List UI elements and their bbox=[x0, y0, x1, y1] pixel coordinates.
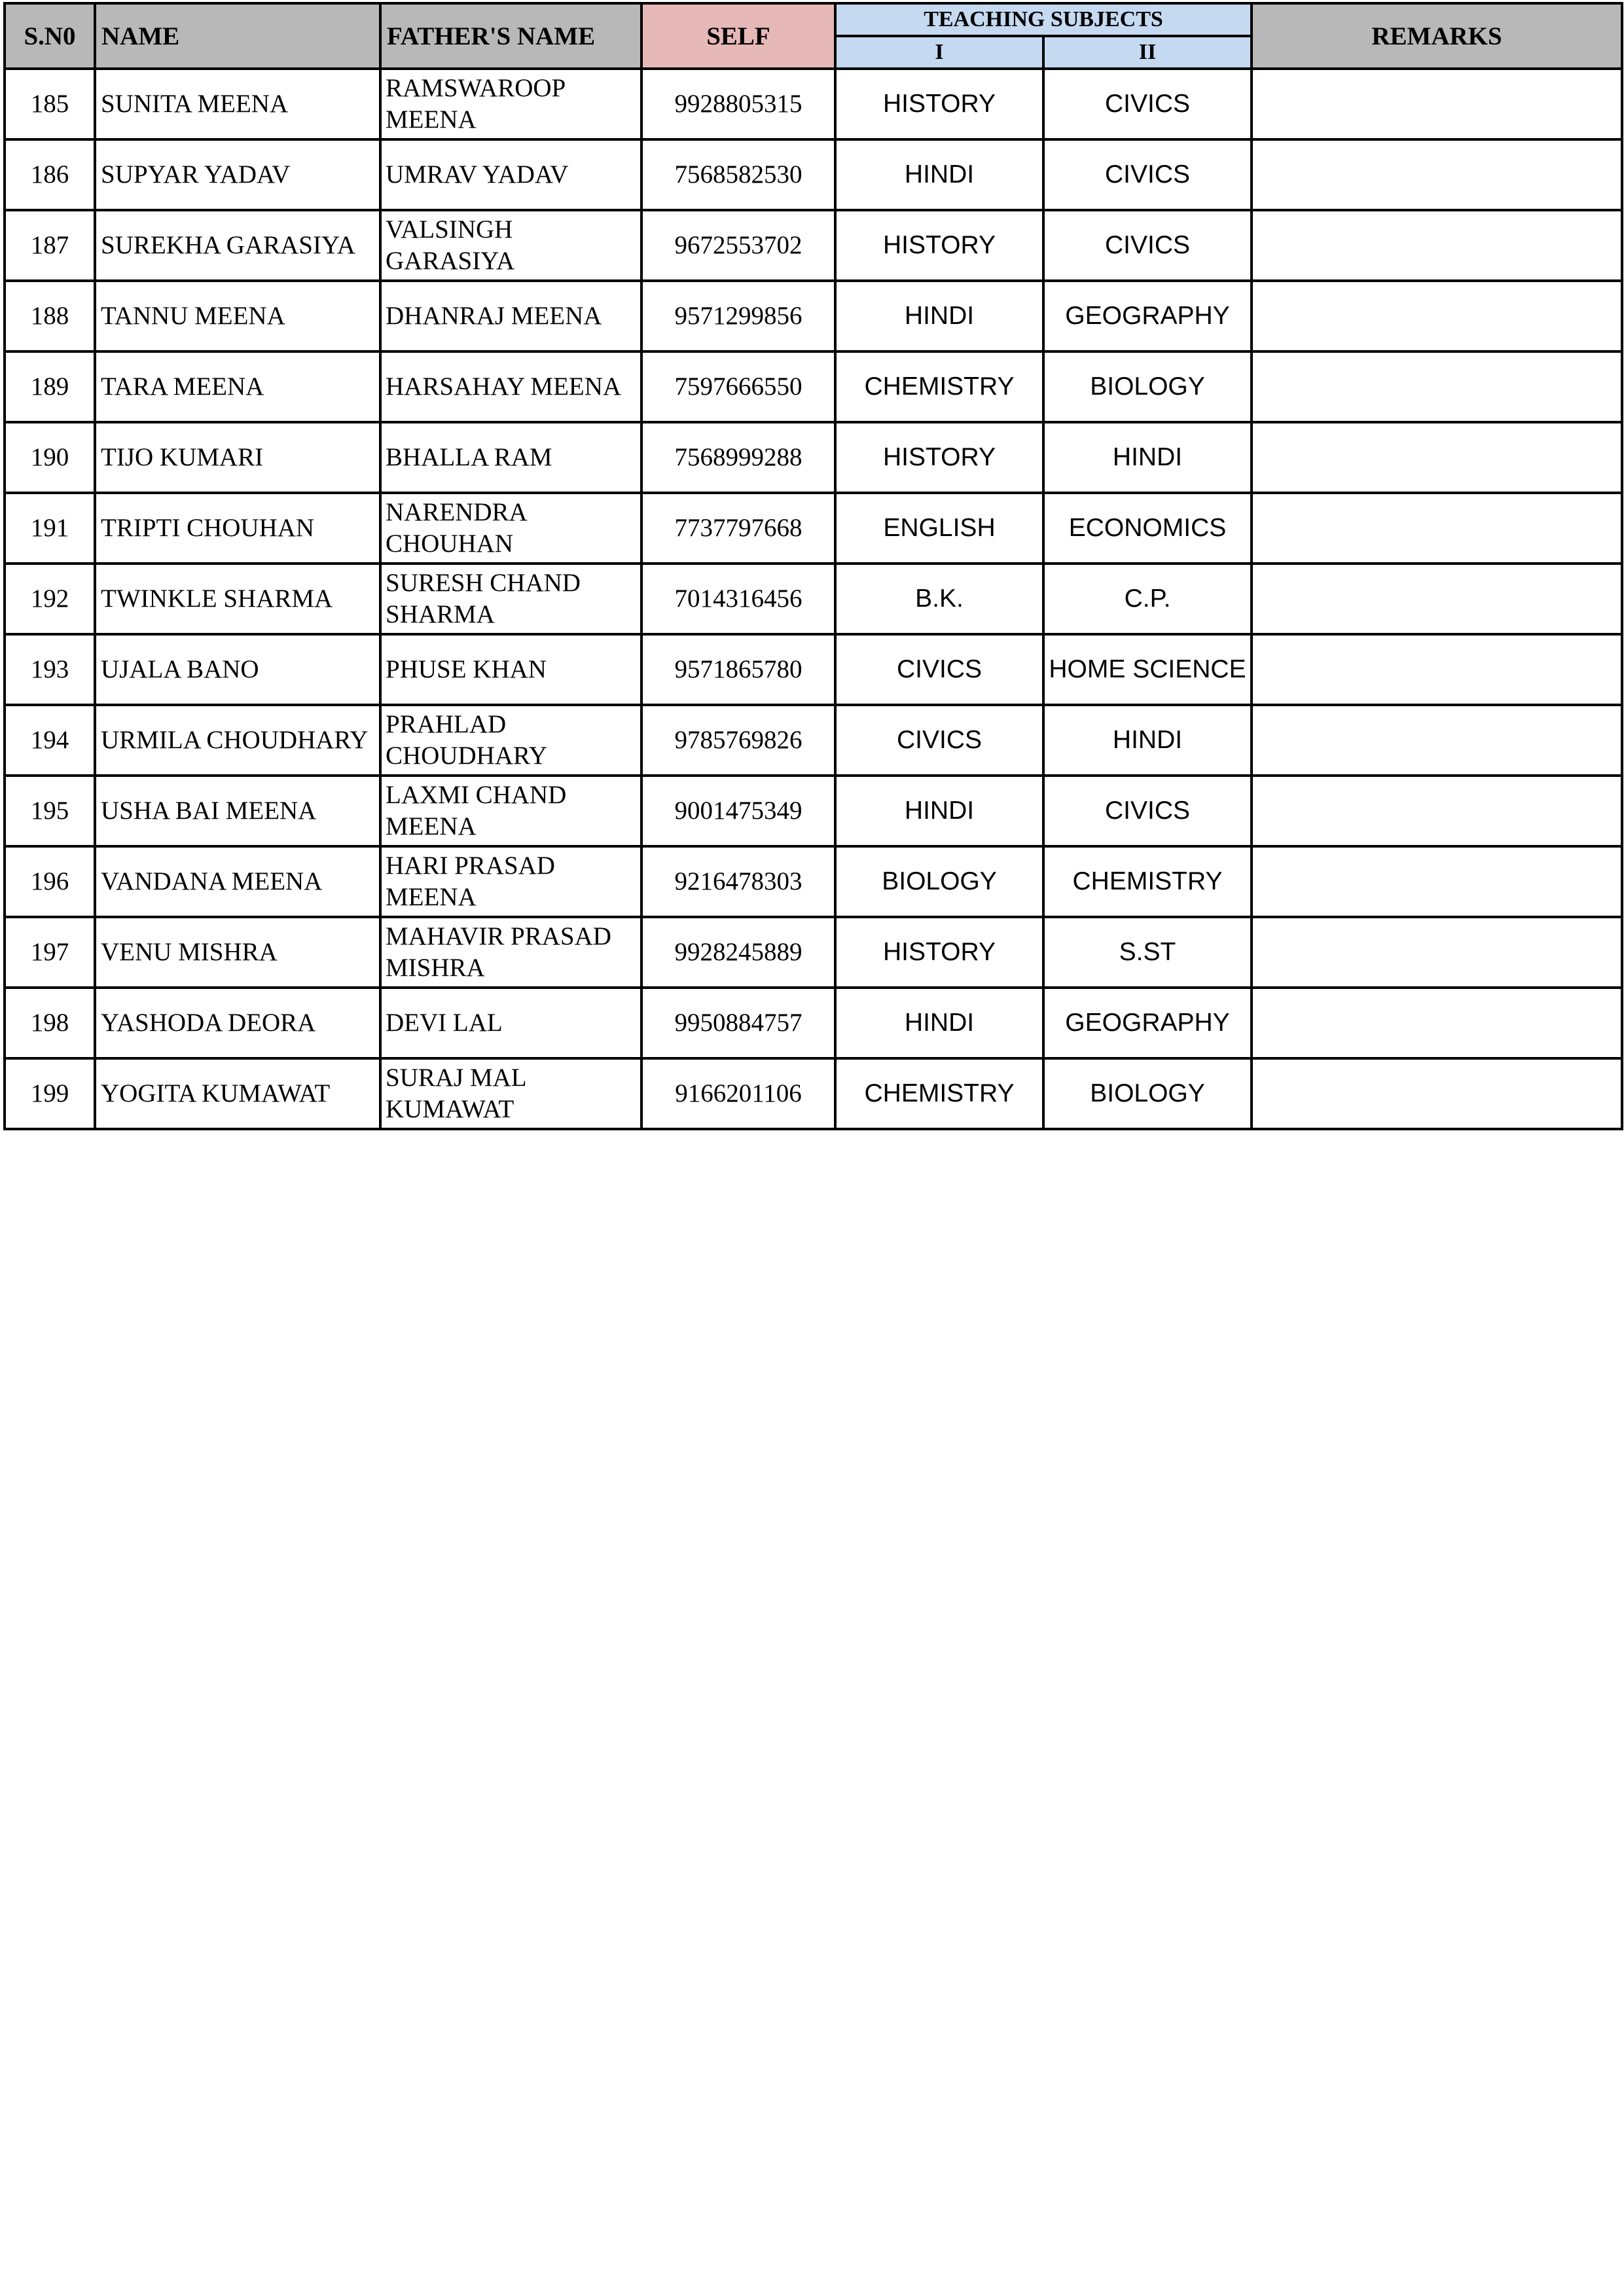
cell-subject-1: BIOLOGY bbox=[835, 846, 1043, 917]
cell-remarks bbox=[1252, 988, 1622, 1058]
cell-subject-1: HISTORY bbox=[835, 210, 1043, 281]
cell-name: TWINKLE SHARMA bbox=[95, 564, 380, 634]
cell-phone: 9216478303 bbox=[641, 846, 835, 917]
cell-sno: 190 bbox=[5, 422, 95, 493]
cell-father-name: HARSAHAY MEENA bbox=[380, 351, 641, 422]
cell-father-name: LAXMI CHAND MEENA bbox=[380, 776, 641, 846]
cell-father-name: SURAJ MAL KUMAWAT bbox=[380, 1058, 641, 1129]
cell-father-name: PHUSE KHAN bbox=[380, 634, 641, 705]
header-teaching-subjects: TEACHING SUBJECTS bbox=[835, 3, 1252, 36]
header-name: NAME bbox=[95, 3, 380, 69]
cell-sno: 186 bbox=[5, 139, 95, 210]
cell-name: UJALA BANO bbox=[95, 634, 380, 705]
table-row bbox=[5, 705, 1622, 776]
cell-phone: 9928805315 bbox=[641, 69, 835, 139]
cell-father-name: DHANRAJ MEENA bbox=[380, 281, 641, 351]
cell-remarks bbox=[1252, 351, 1622, 422]
table-row bbox=[5, 281, 1622, 351]
cell-sno: 191 bbox=[5, 493, 95, 564]
cell-sno: 198 bbox=[5, 988, 95, 1058]
cell-father-name: BHALLA RAM bbox=[380, 422, 641, 493]
cell-subject-1: B.K. bbox=[835, 564, 1043, 634]
cell-subject-1: HINDI bbox=[835, 281, 1043, 351]
cell-name: TARA MEENA bbox=[95, 351, 380, 422]
cell-father-name: SURESH CHAND SHARMA bbox=[380, 564, 641, 634]
cell-subject-2: GEOGRAPHY bbox=[1043, 988, 1252, 1058]
cell-subject-1: HISTORY bbox=[835, 422, 1043, 493]
cell-name: YASHODA DEORA bbox=[95, 988, 380, 1058]
table-row bbox=[5, 422, 1622, 493]
cell-father-name: NARENDRA CHOUHAN bbox=[380, 493, 641, 564]
table-row bbox=[5, 139, 1622, 210]
cell-name: URMILA CHOUDHARY bbox=[95, 705, 380, 776]
cell-subject-2: CIVICS bbox=[1043, 776, 1252, 846]
cell-sno: 192 bbox=[5, 564, 95, 634]
cell-phone: 9571865780 bbox=[641, 634, 835, 705]
cell-phone: 7568999288 bbox=[641, 422, 835, 493]
cell-father-name: MAHAVIR PRASAD MISHRA bbox=[380, 917, 641, 988]
cell-subject-2: BIOLOGY bbox=[1043, 351, 1252, 422]
cell-name: TANNU MEENA bbox=[95, 281, 380, 351]
cell-subject-1: HINDI bbox=[835, 988, 1043, 1058]
cell-phone: 9166201106 bbox=[641, 1058, 835, 1129]
cell-subject-2: HINDI bbox=[1043, 422, 1252, 493]
cell-subject-2: CIVICS bbox=[1043, 69, 1252, 139]
cell-sno: 199 bbox=[5, 1058, 95, 1129]
cell-father-name: UMRAV YADAV bbox=[380, 139, 641, 210]
cell-remarks bbox=[1252, 422, 1622, 493]
cell-name: SUREKHA GARASIYA bbox=[95, 210, 380, 281]
cell-sno: 193 bbox=[5, 634, 95, 705]
cell-name: VENU MISHRA bbox=[95, 917, 380, 988]
cell-sno: 187 bbox=[5, 210, 95, 281]
cell-sno: 194 bbox=[5, 705, 95, 776]
header-subject-2: II bbox=[1043, 36, 1252, 69]
cell-subject-1: HISTORY bbox=[835, 917, 1043, 988]
cell-phone: 7568582530 bbox=[641, 139, 835, 210]
cell-subject-1: HINDI bbox=[835, 139, 1043, 210]
cell-phone: 9001475349 bbox=[641, 776, 835, 846]
cell-sno: 196 bbox=[5, 846, 95, 917]
cell-name: YOGITA KUMAWAT bbox=[95, 1058, 380, 1129]
cell-father-name: PRAHLAD CHOUDHARY bbox=[380, 705, 641, 776]
header-father-name: FATHER'S NAME bbox=[380, 3, 641, 69]
cell-remarks bbox=[1252, 281, 1622, 351]
cell-father-name: RAMSWAROOP MEENA bbox=[380, 69, 641, 139]
cell-subject-2: ECONOMICS bbox=[1043, 493, 1252, 564]
cell-name: TRIPTI CHOUHAN bbox=[95, 493, 380, 564]
cell-name: USHA BAI MEENA bbox=[95, 776, 380, 846]
cell-subject-2: HOME SCIENCE bbox=[1043, 634, 1252, 705]
cell-remarks bbox=[1252, 493, 1622, 564]
cell-subject-2: BIOLOGY bbox=[1043, 1058, 1252, 1129]
table-row bbox=[5, 846, 1622, 917]
cell-subject-2: C.P. bbox=[1043, 564, 1252, 634]
cell-phone: 9950884757 bbox=[641, 988, 835, 1058]
cell-subject-2: HINDI bbox=[1043, 705, 1252, 776]
cell-sno: 197 bbox=[5, 917, 95, 988]
cell-sno: 188 bbox=[5, 281, 95, 351]
cell-subject-1: HINDI bbox=[835, 776, 1043, 846]
table-row bbox=[5, 69, 1622, 139]
table-row bbox=[5, 351, 1622, 422]
cell-subject-2: CIVICS bbox=[1043, 210, 1252, 281]
cell-remarks bbox=[1252, 210, 1622, 281]
cell-father-name: DEVI LAL bbox=[380, 988, 641, 1058]
cell-phone: 9785769826 bbox=[641, 705, 835, 776]
cell-phone: 9672553702 bbox=[641, 210, 835, 281]
cell-remarks bbox=[1252, 705, 1622, 776]
cell-sno: 189 bbox=[5, 351, 95, 422]
cell-subject-1: CHEMISTRY bbox=[835, 1058, 1043, 1129]
table-row bbox=[5, 988, 1622, 1058]
cell-subject-2: S.ST bbox=[1043, 917, 1252, 988]
cell-remarks bbox=[1252, 564, 1622, 634]
table-row bbox=[5, 776, 1622, 846]
cell-subject-1: CIVICS bbox=[835, 705, 1043, 776]
table-row bbox=[5, 564, 1622, 634]
cell-sno: 195 bbox=[5, 776, 95, 846]
cell-phone: 7597666550 bbox=[641, 351, 835, 422]
cell-subject-1: HISTORY bbox=[835, 69, 1043, 139]
table-row bbox=[5, 1058, 1622, 1129]
header-self: SELF bbox=[641, 3, 835, 69]
cell-phone: 7014316456 bbox=[641, 564, 835, 634]
cell-subject-1: CIVICS bbox=[835, 634, 1043, 705]
cell-father-name: VALSINGH GARASIYA bbox=[380, 210, 641, 281]
cell-remarks bbox=[1252, 917, 1622, 988]
cell-name: TIJO KUMARI bbox=[95, 422, 380, 493]
cell-father-name: HARI PRASAD MEENA bbox=[380, 846, 641, 917]
cell-subject-1: CHEMISTRY bbox=[835, 351, 1043, 422]
table-row bbox=[5, 917, 1622, 988]
teacher-list-table bbox=[3, 2, 1623, 1130]
cell-subject-2: GEOGRAPHY bbox=[1043, 281, 1252, 351]
cell-phone: 9928245889 bbox=[641, 917, 835, 988]
cell-name: SUPYAR YADAV bbox=[95, 139, 380, 210]
cell-subject-2: CIVICS bbox=[1043, 139, 1252, 210]
cell-remarks bbox=[1252, 634, 1622, 705]
cell-sno: 185 bbox=[5, 69, 95, 139]
cell-phone: 9571299856 bbox=[641, 281, 835, 351]
table-row bbox=[5, 634, 1622, 705]
cell-subject-2: CHEMISTRY bbox=[1043, 846, 1252, 917]
cell-name: SUNITA MEENA bbox=[95, 69, 380, 139]
table-row bbox=[5, 210, 1622, 281]
cell-remarks bbox=[1252, 1058, 1622, 1129]
cell-remarks bbox=[1252, 139, 1622, 210]
table-row bbox=[5, 493, 1622, 564]
cell-remarks bbox=[1252, 776, 1622, 846]
header-sno: S.N0 bbox=[5, 3, 95, 69]
header-subject-1: I bbox=[835, 36, 1043, 69]
cell-remarks bbox=[1252, 846, 1622, 917]
table-body bbox=[5, 69, 1622, 1129]
cell-subject-1: ENGLISH bbox=[835, 493, 1043, 564]
header-remarks: REMARKS bbox=[1252, 3, 1622, 69]
cell-remarks bbox=[1252, 69, 1622, 139]
cell-phone: 7737797668 bbox=[641, 493, 835, 564]
cell-name: VANDANA MEENA bbox=[95, 846, 380, 917]
